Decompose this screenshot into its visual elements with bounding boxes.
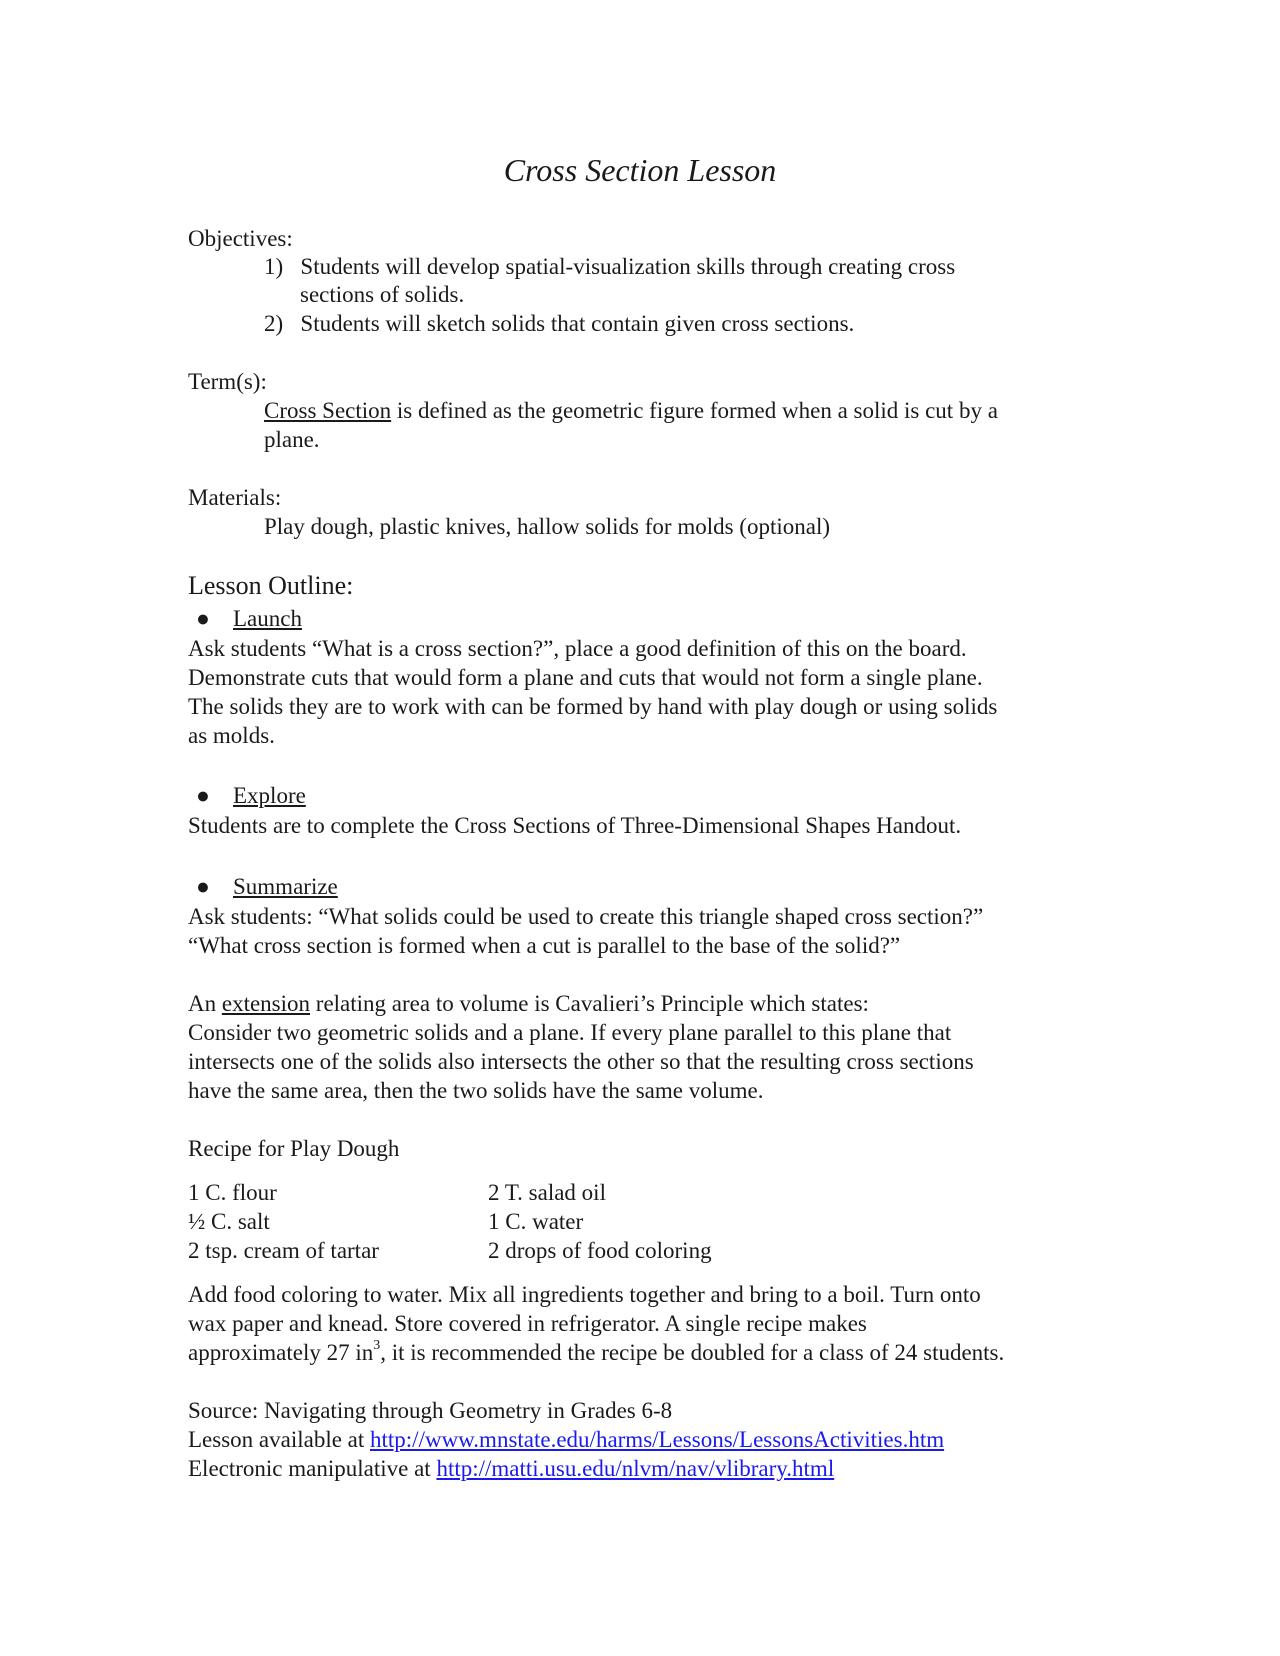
recipe-instructions-a: approximately 27 in [188,1340,374,1365]
bullet-icon: ● [196,606,210,631]
term-definition-cont: plane. [264,427,320,452]
objective-item-1 [264,252,955,281]
lesson-link-line [188,1425,944,1454]
extension-line: intersects one of the solids also intersects the other so that the resulting cross sections [188,1049,974,1074]
objective-number: 1) [264,254,284,279]
manipulative-link-line [188,1454,834,1483]
lesson-outline-heading: Lesson Outline: [188,571,354,600]
terms-heading: Term(s): [188,369,267,394]
launch-label: Launch [233,606,302,631]
launch-line: Demonstrate cuts that would form a plane and cuts that would not form a single plane. [188,665,983,690]
recipe-instructions-b: , it is recommended the recipe be doubled for a class of 24 students. [380,1340,1005,1365]
extension-rest: relating area to volume is Cavalieri’s Principle which states: [310,991,869,1016]
objective-item-2 [264,309,854,338]
recipe-instructions [188,1338,1004,1367]
recipe-instructions: wax paper and knead. Store covered in refrigerator. A single recipe makes [188,1311,867,1336]
objective-text: Students will sketch solids that contain given cross sections. [300,311,855,336]
recipe-ingredient: 2 T. salad oil [488,1180,606,1205]
explore-label: Explore [233,783,306,808]
launch-line: Ask students “What is a cross section?”, place a good definition of this on the board. [188,636,967,661]
manipulative-link[interactable]: http://matti.usu.edu/nlvm/nav/vlibrary.html [436,1456,835,1481]
objectives-heading: Objectives: [188,226,293,251]
extension-line: have the same area, then the two solids have the same volume. [188,1078,764,1103]
launch-line: as molds. [188,723,275,748]
recipe-ingredient: 2 tsp. cream of tartar [188,1238,379,1263]
page-title: Cross Section Lesson [503,152,777,188]
term-definition [264,396,998,425]
lesson-link-prefix: Lesson available at [188,1427,371,1452]
objective-item-1-cont: sections of solids. [300,282,465,307]
superscript: 3 [373,1338,381,1354]
extension-prefix: An [188,991,222,1016]
summarize-line: Ask students: “What solids could be used to create this triangle shaped cross section?” [188,904,984,929]
manipulative-link-prefix: Electronic manipulative at [188,1456,437,1481]
bullet-icon: ● [196,783,210,808]
extension-intro [188,989,869,1018]
lesson-link[interactable]: http://www.mnstate.edu/harms/Lessons/LessonsActivities.htm [370,1427,945,1452]
recipe-ingredient: 1 C. flour [188,1180,277,1205]
recipe-ingredient: 2 drops of food coloring [488,1238,712,1263]
term-definition-text: is defined as the geometric figure formed when a solid is cut by a [391,398,998,423]
extension-word: extension [221,991,311,1016]
objective-number: 2) [264,311,284,336]
term-name: Cross Section [264,398,392,423]
recipe-ingredient: 1 C. water [488,1209,584,1234]
materials-text: Play dough, plastic knives, hallow solids for molds (optional) [264,514,831,539]
materials-heading: Materials: [188,485,282,510]
recipe-heading: Recipe for Play Dough [188,1136,400,1161]
objective-text: Students will develop spatial-visualization skills through creating cross [300,254,956,279]
explore-bullet [196,781,306,810]
recipe-instructions: Add food coloring to water. Mix all ingredients together and bring to a boil. Turn onto [188,1282,981,1307]
summarize-label: Summarize [233,874,338,899]
launch-line: The solids they are to work with can be formed by hand with play dough or using solids [188,694,998,719]
bullet-icon: ● [196,874,210,899]
launch-bullet [196,604,302,633]
extension-line: Consider two geometric solids and a plane. If every plane parallel to this plane that [188,1020,952,1045]
explore-line: Students are to complete the Cross Sections of Three-Dimensional Shapes Handout. [188,813,962,838]
recipe-ingredient: ½ C. salt [188,1209,270,1234]
source-citation: Source: Navigating through Geometry in Grades 6-8 [188,1398,673,1423]
summarize-line: “What cross section is formed when a cut is parallel to the base of the solid?” [188,933,901,958]
summarize-bullet [196,872,338,901]
